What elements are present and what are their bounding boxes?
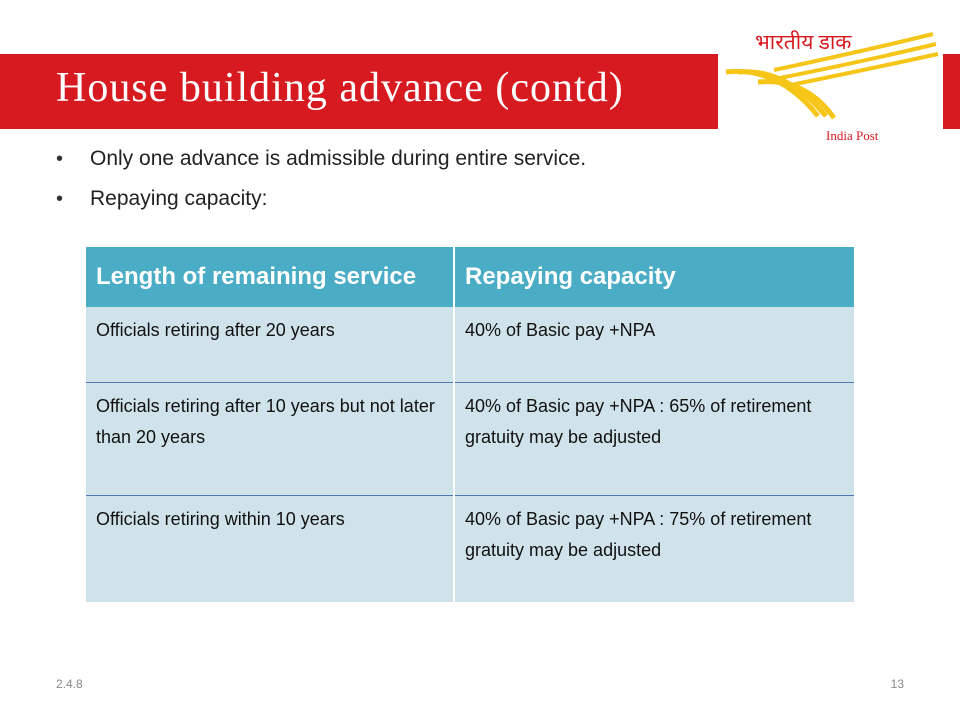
table-cell: Officials retiring after 20 years bbox=[86, 307, 454, 383]
table-cell: Officials retiring within 10 years bbox=[86, 496, 454, 603]
table-cell: 40% of Basic pay +NPA bbox=[454, 307, 854, 383]
bullet-text: Only one advance is admissible during entire service. bbox=[90, 147, 587, 170]
table-row bbox=[86, 383, 854, 496]
table-cell: Officials retiring after 10 years but not later than 20 years bbox=[86, 383, 454, 496]
bullet-list bbox=[56, 140, 586, 220]
bullet-text: Repaying capacity: bbox=[90, 187, 268, 210]
table-header-row bbox=[86, 247, 854, 307]
table-row bbox=[86, 307, 854, 383]
table-header-cell: Repaying capacity bbox=[454, 247, 854, 307]
footer-section-number: 2.4.8 bbox=[56, 677, 83, 691]
table-row bbox=[86, 496, 854, 603]
logo-english-text: India Post bbox=[826, 128, 879, 143]
table-cell: 40% of Basic pay +NPA : 75% of retirement gratuity may be adjusted bbox=[454, 496, 854, 603]
bullet-item bbox=[56, 140, 586, 180]
table-header-cell: Length of remaining service bbox=[86, 247, 454, 307]
logo-hindi-text: भारतीय डाक bbox=[755, 30, 852, 54]
bullet-icon: • bbox=[56, 148, 64, 170]
repaying-capacity-table bbox=[86, 247, 854, 602]
page-number: 13 bbox=[890, 677, 904, 691]
bullet-item bbox=[56, 180, 586, 220]
slide-title: House building advance (contd) bbox=[56, 65, 624, 111]
table-cell: 40% of Basic pay +NPA : 65% of retirement gratuity may be adjusted bbox=[454, 383, 854, 496]
bullet-icon: • bbox=[56, 188, 64, 210]
